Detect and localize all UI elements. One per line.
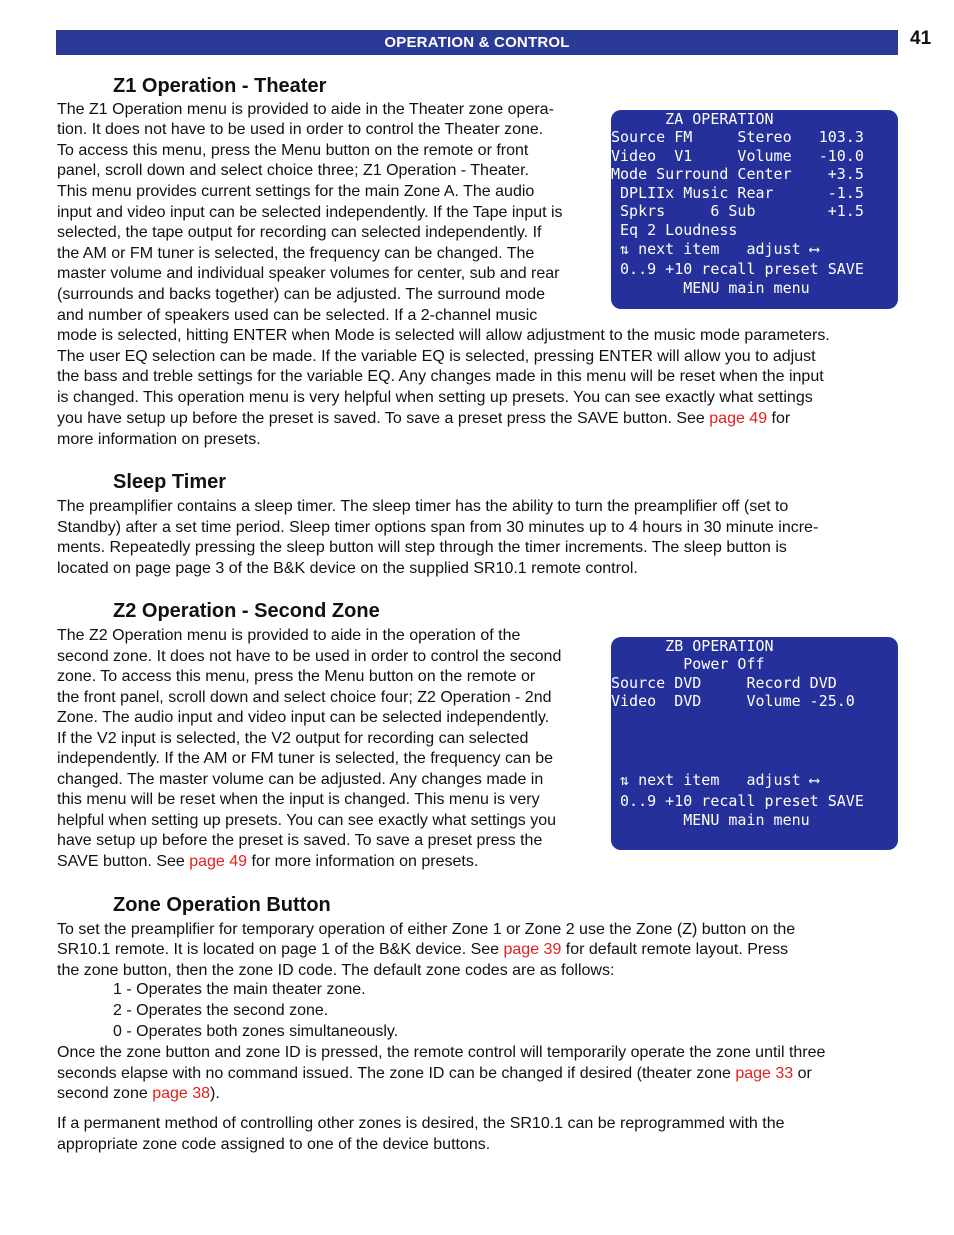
zone-line-5: seconds elapse with no command issued. The zone ID can be changed if desired (theater zone page 33 or (57, 1065, 812, 1082)
screen-line: Video DVD Volume -25.0 (611, 692, 855, 710)
screen-line: MENU main menu (611, 279, 810, 297)
z2-line: zone. To access this menu, press the Menu button on the remote or (57, 668, 536, 685)
page-38-link[interactable]: page 38 (152, 1085, 211, 1102)
z2-line: helpful when setting up presets. You can see exactly what settings you (57, 812, 556, 829)
z1-line: mode is selected, hitting ENTER when Mode is selected will allow adjustment to the music mode parameters. (57, 327, 830, 344)
z1-line: master volume and individual speaker volumes for center, sub and rear (57, 265, 560, 282)
z2-line: this menu will be reset when the input is changed. This menu is very (57, 791, 540, 808)
zone-line-2: SR10.1 remote. It is located on page 1 of the B&K device. See page 39 for default remote layout. Press (57, 941, 789, 958)
zone-line-6: second zone page 38). (57, 1085, 220, 1102)
z2-line: Zone. The audio input and video input can be selected independently. (57, 709, 550, 726)
screen-line: MENU main menu (611, 811, 810, 829)
page-number: 41 (910, 28, 932, 49)
page-33-link[interactable]: page 33 (735, 1065, 794, 1082)
zone-perm-line-2: appropriate zone code assigned to one of the device buttons. (57, 1136, 491, 1153)
za-operation-screen (611, 110, 898, 309)
screen-line: 0..9 +10 recall preset SAVE (611, 792, 864, 810)
z2-line: changed. The master volume can be adjusted. Any changes made in (57, 771, 544, 788)
page-49-link[interactable]: page 49 (189, 853, 248, 870)
z1-line: The Z1 Operation menu is provided to aide in the Theater zone opera- (57, 101, 554, 118)
screen-line: ZA OPERATION (611, 110, 774, 128)
sleep-heading: Sleep Timer (113, 471, 227, 493)
z2-line: second zone. It does not have to be used in order to control the second (57, 648, 562, 665)
z1-line: The user EQ selection can be made. If the variable EQ is selected, pressing ENTER will allow you to adjust (57, 348, 816, 365)
z1-line: and number of speakers used can be selected. If a 2-channel music (57, 307, 538, 324)
zb-operation-screen (611, 637, 898, 850)
screen-line: DPLIIx Music Rear -1.5 (611, 184, 864, 202)
z1-line: the bass and treble settings for the variable EQ. Any changes made in this menu will be reset when the input (57, 368, 824, 385)
zone-line-1: To set the preamplifier for temporary operation of either Zone 1 or Zone 2 use the Zone (Z) button on the (57, 921, 796, 938)
z1-line: is changed. This operation menu is very helpful when setting up presets. You can see exactly what settings (57, 389, 813, 406)
sleep-line: located on page page 3 of the B&K device on the supplied SR10.1 remote control. (57, 560, 638, 577)
zone-heading: Zone Operation Button (113, 894, 331, 916)
screen-line: Source DVD Record DVD (611, 674, 837, 692)
zone-code-2: 2 - Operates the second zone. (113, 1002, 329, 1019)
z2-line: independently. If the AM or FM tuner is selected, the frequency can be (57, 750, 553, 767)
screen-line: Source FM Stereo 103.3 (611, 128, 864, 146)
page-39-link[interactable]: page 39 (503, 941, 562, 958)
z2-line: If the V2 input is selected, the V2 output for recording can selected (57, 730, 529, 747)
z1-line: (surrounds and backs together) can be adjusted. The surround mode (57, 286, 545, 303)
screen-line: Spkrs 6 Sub +1.5 (611, 202, 864, 220)
z1-line: selected, the tape output for recording can selected independently. If (57, 224, 542, 241)
z1-heading: Z1 Operation - Theater (113, 75, 327, 97)
z1-line: the AM or FM tuner is selected, the frequency can be changed. The (57, 245, 535, 262)
z1-line: To access this menu, press the Menu button on the remote or front (57, 142, 529, 159)
screen-line: Mode Surround Center +3.5 (611, 165, 864, 183)
screen-line: Eq 2 Loudness (611, 221, 738, 239)
z1-line: This menu provides current settings for the main Zone A. The audio (57, 183, 535, 200)
zone-line-3: the zone button, then the zone ID code. The default zone codes are as follows: (57, 962, 615, 979)
section-header-bar (56, 30, 898, 55)
screen-line: Power Off (611, 655, 765, 673)
screen-line: ⇅ next item adjust ⟷ (611, 240, 819, 258)
z2-line: the front panel, scroll down and select choice four; Z2 Operation - 2nd (57, 689, 552, 706)
sleep-line: The preamplifier contains a sleep timer. The sleep timer has the ability to turn the preamplifier off (set to (57, 498, 789, 515)
z1-line: you have setup up before the preset is saved. To save a preset press the SAVE button. See page 49 for (57, 410, 791, 427)
screen-line: ZB OPERATION (611, 637, 774, 655)
zone-code-0: 0 - Operates both zones simultaneously. (113, 1023, 399, 1040)
screen-line: Video V1 Volume -10.0 (611, 147, 864, 165)
section-title: OPERATION & CONTROL (384, 34, 570, 51)
z1-line: panel, scroll down and select choice three; Z1 Operation - Theater. (57, 162, 529, 179)
z2-line: SAVE button. See page 49 for more information on presets. (57, 853, 479, 870)
screen-line: ⇅ next item adjust ⟷ (611, 771, 819, 789)
zone-perm-line-1: If a permanent method of controlling other zones is desired, the SR10.1 can be reprogrammed with the (57, 1115, 785, 1132)
z1-line: tion. It does not have to be used in order to control the Theater zone. (57, 121, 544, 138)
z2-line: have setup up before the preset is saved. To save a preset press the (57, 832, 543, 849)
zone-line-4: Once the zone button and zone ID is pressed, the remote control will temporarily operate the zone until three (57, 1044, 826, 1061)
screen-line: 0..9 +10 recall preset SAVE (611, 260, 864, 278)
z2-heading: Z2 Operation - Second Zone (113, 600, 380, 622)
zone-code-1: 1 - Operates the main theater zone. (113, 981, 366, 998)
sleep-line: Standby) after a set time period. Sleep timer options span from 30 minutes up to 4 hours in 30 minute incre- (57, 519, 819, 536)
z1-line: more information on presets. (57, 431, 261, 448)
sleep-line: ments. Repeatedly pressing the sleep button will step through the timer increments. The sleep button is (57, 539, 787, 556)
page-49-link[interactable]: page 49 (709, 410, 768, 427)
z2-line: The Z2 Operation menu is provided to aide in the operation of the (57, 627, 521, 644)
z1-line: input and video input can be selected independently. If the Tape input is (57, 204, 563, 221)
